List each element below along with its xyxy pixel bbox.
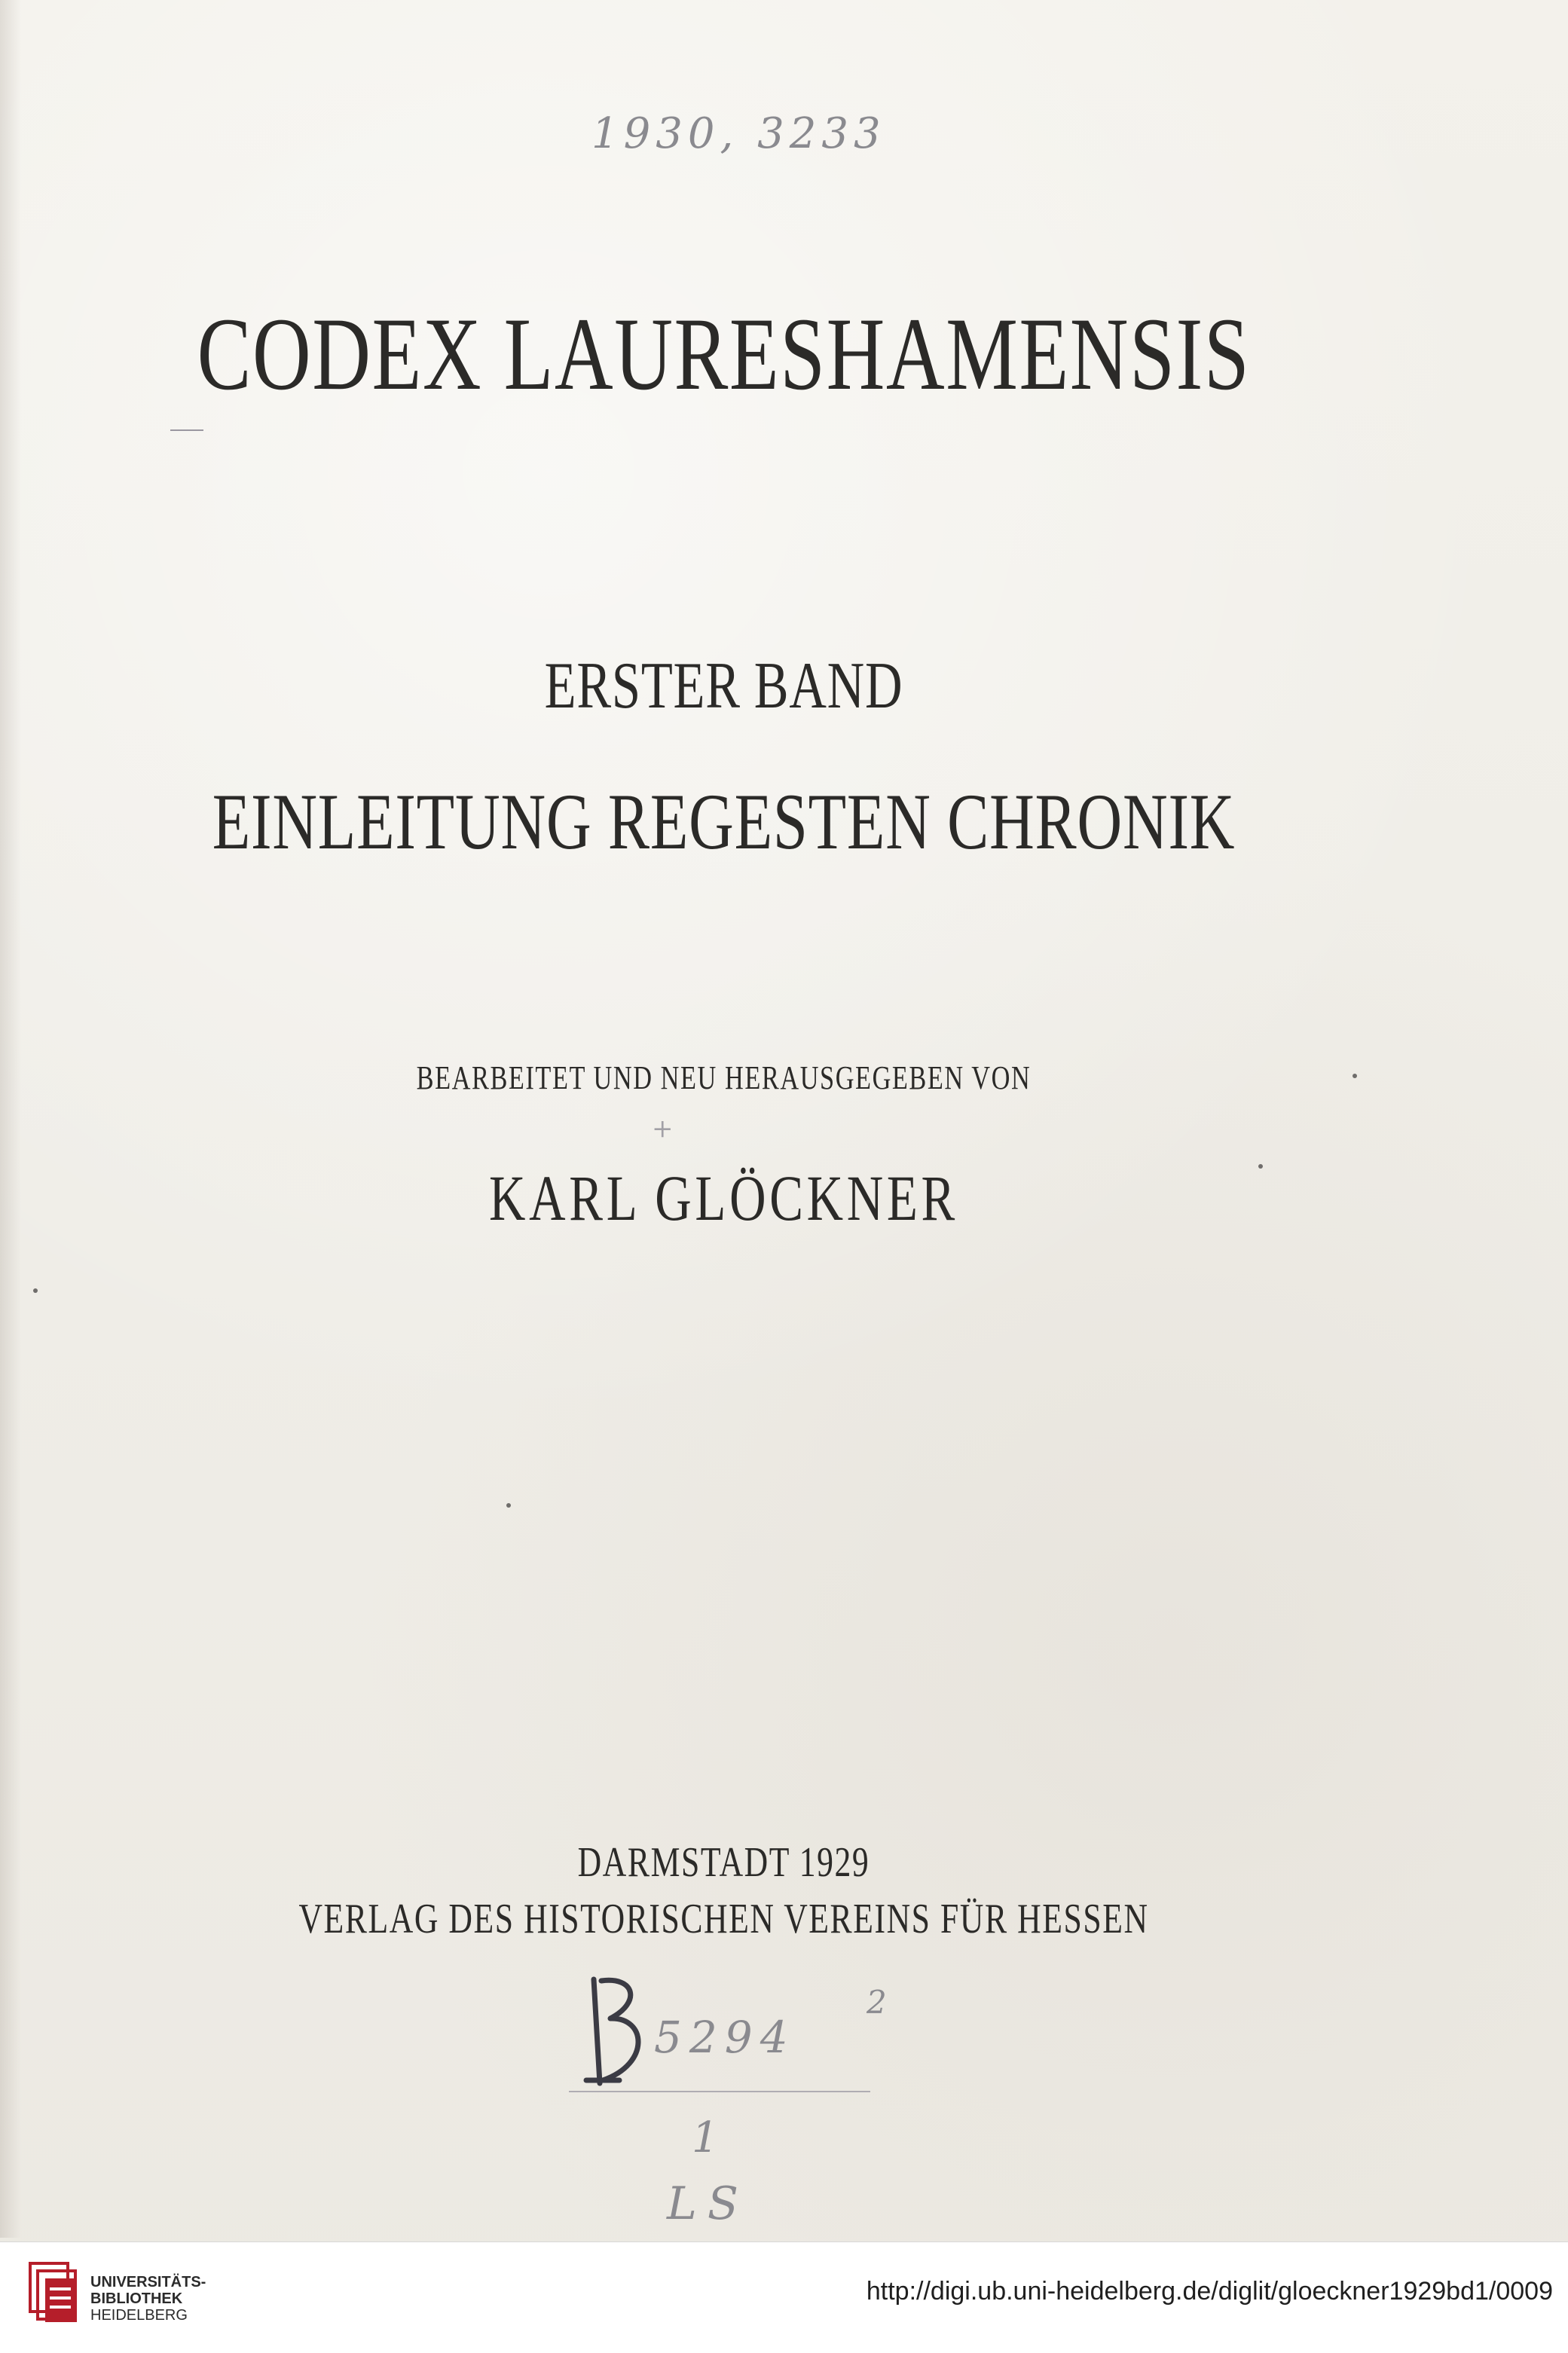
logo-line-heidelberg: HEIDELBERG [90,2307,188,2324]
shelfmark-rule [569,2091,870,2092]
place-and-year: DARMSTADT 1929 [577,1839,870,1886]
logo-line-bibliothek: BIBLIOTHEK [90,2290,183,2307]
handwritten-copy-number: 1 [692,2113,719,2162]
digital-library-url[interactable]: http://digi.ub.uni-heidelberg.de/diglit/gloeckner1929bd1/0009 [866,2277,1553,2306]
library-footer-bar [0,2241,1568,2353]
handwritten-cross-mark: + [652,1114,674,1144]
volume-label: ERSTER BAND [544,649,903,723]
paper-speck [506,1503,511,1508]
page-edge-shadow [0,0,21,2238]
paper-speck [33,1288,38,1293]
handwritten-shelfmark [580,1970,897,2106]
title-underline-mark [170,429,203,431]
handwritten-accession-number: 1930, 3233 [591,109,886,158]
shelfmark-letter-glyph [580,1970,656,2091]
volume-contents: EINLEITUNG REGESTEN CHRONIK [212,778,1236,866]
shelfmark-superscript: 2 [867,1984,887,2021]
editorial-credit: BEARBEITET UND NEU HERAUSGEGEBEN VON [416,1059,1032,1096]
publisher-name: VERLAG DES HISTORISCHEN VEREINS FÜR HESSEN [298,1896,1149,1942]
book-title: CODEX LAURESHAMENSIS [197,296,1251,411]
shelfmark-number: 5294 [654,2012,796,2063]
paper-speck [1353,1074,1357,1078]
university-library-logo-icon [27,2257,81,2330]
logo-line-universitaets: UNIVERSITÄTS- [90,2274,206,2290]
university-library-wordmark [90,2274,206,2324]
paper-speck [1258,1164,1263,1169]
author-name: KARL GLÖCKNER [489,1162,958,1234]
handwritten-initials: LS [667,2177,749,2230]
